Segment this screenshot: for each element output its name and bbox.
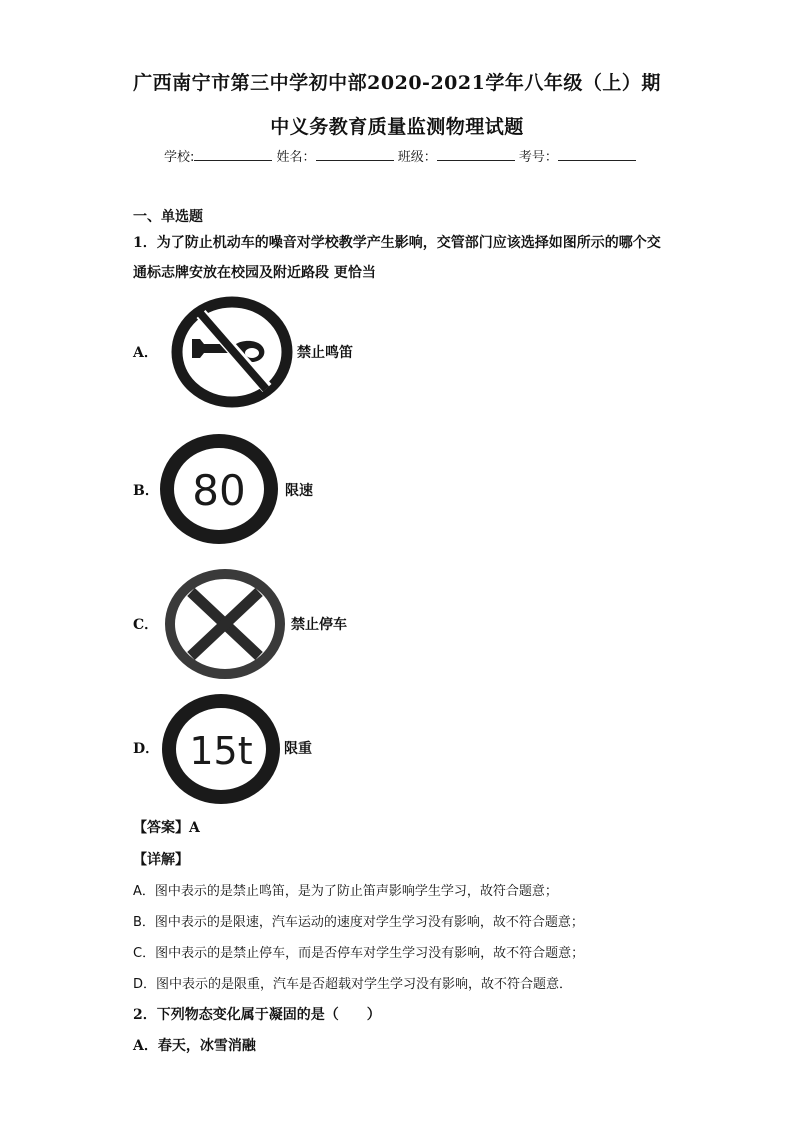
option-c-label: 禁止停车 <box>291 617 347 633</box>
question-2-option-a: A．春天，冰雪消融 <box>133 1038 256 1054</box>
option-d-label: 限重 <box>284 741 312 757</box>
school-label: 学校: <box>164 150 195 165</box>
school-blank[interactable] <box>194 148 272 161</box>
detail-line-c: C．图中表示的是禁止停车，而是否停车对学生学习没有影响，故不符合题意； <box>133 946 585 961</box>
detail-line-a: A．图中表示的是禁止鸣笛，是为了防止笛声影响学生学习，故符合题意； <box>133 884 558 899</box>
option-c-letter: C． <box>133 617 159 633</box>
detail-line-d: D．图中表示的是限重，汽车是否超载对学生学习没有影响，故不符合题意． <box>133 977 573 992</box>
option-d-letter: D． <box>133 741 160 757</box>
detail-heading: 【详解】 <box>133 852 189 868</box>
sign-80-text: 80 <box>192 466 246 515</box>
option-b-letter: B． <box>133 483 159 499</box>
no-honking-sign-icon <box>170 296 294 408</box>
name-label: 姓名： <box>276 150 316 165</box>
answer-line: 【答案】A <box>133 820 200 836</box>
detail-line-b: B．图中表示的是限速，汽车运动的速度对学生学习没有影响，故不符合题意； <box>133 915 584 930</box>
speed-limit-sign-icon <box>160 434 278 544</box>
exam-number-label: 考号： <box>518 150 558 165</box>
question-2-text: 2．下列物态变化属于凝固的是（ ） <box>133 1007 381 1023</box>
section-heading: 一、单选题 <box>133 209 203 225</box>
exam-title-line-2: 中义务教育质量监测物理试题 <box>270 116 524 138</box>
question-1-text: 1．为了防止机动车的噪音对学校教学产生影响，交管部门应该选择如图所示的哪个交通标志牌安放在校园及附近路段 更恰当 <box>133 235 661 281</box>
class-blank[interactable] <box>437 148 515 161</box>
exam-number-blank[interactable] <box>558 148 636 161</box>
exam-title-line-1: 广西南宁市第三中学初中部2020-2021学年八年级（上）期 <box>133 72 661 94</box>
option-a-letter: A． <box>133 345 158 361</box>
option-a-label: 禁止鸣笛 <box>297 345 353 361</box>
option-b-label: 限速 <box>285 483 313 499</box>
no-parking-sign-icon <box>163 568 287 680</box>
weight-limit-sign-icon <box>162 694 280 804</box>
class-label: 班级： <box>397 150 437 165</box>
student-info-fields <box>164 146 636 165</box>
name-blank[interactable] <box>316 148 394 161</box>
sign-15t-text: 15t <box>189 729 253 773</box>
